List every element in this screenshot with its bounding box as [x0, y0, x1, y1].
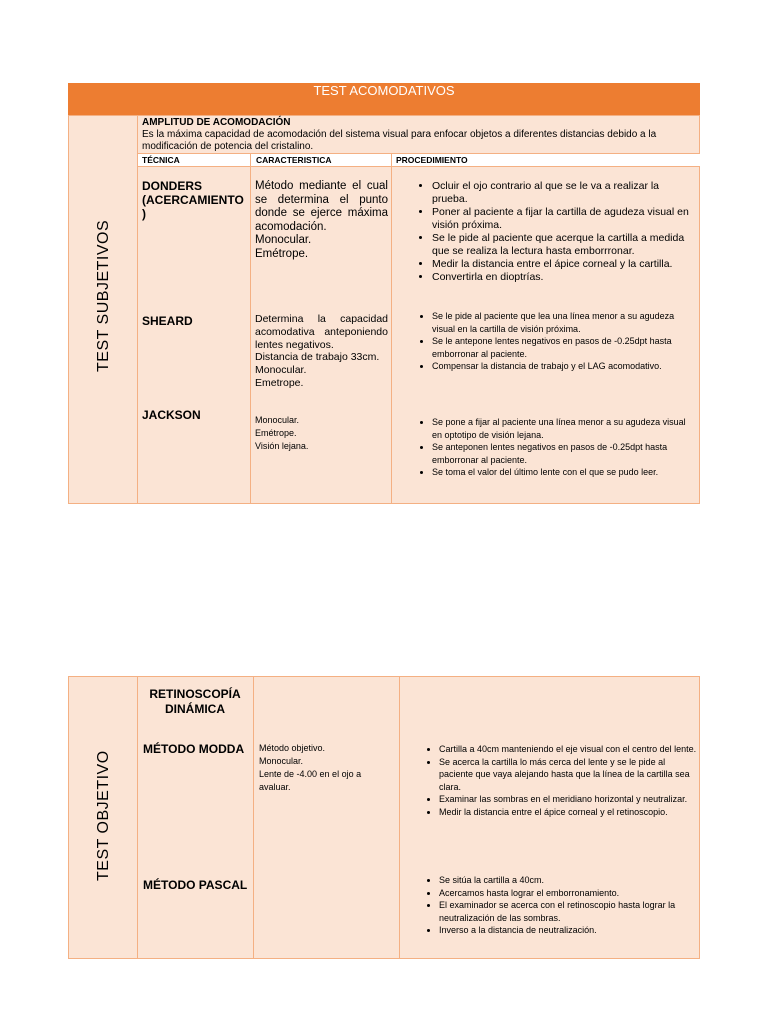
section-title: AMPLITUD DE ACOMODACIÓN: [142, 117, 291, 128]
char-line: Emétrope.: [255, 428, 297, 438]
procedure-step: • Se acerca la cartilla lo más cerca del lente y se le pide al paciente que vaya alejando hasta que la línea de la cartilla sea clara.: [439, 756, 698, 794]
procedure-step: • Cartilla a 40cm manteniendo el eje visual con el centro del lente.: [439, 743, 698, 756]
char-line: Método objetivo.: [259, 743, 326, 753]
procedure-step: • Medir la distancia entre el ápice corneal y el retinoscopio.: [439, 806, 698, 819]
char-line: Emetrope.: [255, 376, 304, 389]
procedure-step: • Ocluir el ojo contrario al que se le va a realizar la prueba.: [432, 180, 696, 206]
column-header-caracteristica: CARACTERISTICA: [256, 155, 332, 165]
char-line: Visión lejana.: [255, 441, 309, 451]
char-line: Monocular.: [255, 234, 312, 246]
divider: [250, 153, 251, 504]
char-line: Emétrope.: [255, 247, 309, 260]
table1-title: TEST ACOMODATIVOS: [313, 83, 455, 98]
procedure-step: • Inverso a la distancia de neutralización.: [439, 924, 698, 937]
column-header-tecnica: TÉCNICA: [142, 155, 180, 165]
procedure-pascal: [411, 874, 698, 937]
char-line: Determina la capacidad acomodativa anteponiendo lentes negativos.: [255, 313, 388, 351]
divider: [391, 153, 392, 504]
char-line: Distancia de trabajo 33cm.: [255, 351, 380, 364]
char-line: Monocular.: [255, 415, 300, 425]
table1-side-label: TEST SUBJETIVOS: [95, 219, 112, 372]
procedure-modda: [411, 743, 698, 818]
procedure-step: • Convertirla en dioptrías.: [432, 271, 696, 284]
section-description: Es la máxima capacidad de acomodación del sistema visual para enfocar objetos a diferentes distancias debido a la modificación de potencia del cristalino.: [142, 129, 657, 152]
technique-sheard: SHEARD: [142, 314, 193, 328]
technique-donders: DONDERS (ACERCAMIENTO ): [142, 179, 244, 221]
procedure-step: • Se le pide al paciente que acerque la cartilla a medida que se realiza la lectura hasta emborrronar.: [432, 232, 696, 258]
table2-side-cell: [68, 676, 138, 959]
procedure-jackson: [404, 416, 696, 479]
technique-modda: MÉTODO MODDA: [143, 742, 245, 756]
column-header-row: [138, 153, 700, 167]
table2-col-characteristic: [253, 676, 400, 959]
procedure-step: • Se toma el valor del último lente con el que se pudo leer.: [432, 466, 696, 479]
table1-header: [68, 83, 700, 115]
procedure-step: • Medir la distancia entre el ápice corneal y la cartilla.: [432, 258, 696, 271]
procedure-step: • Se le pide al paciente que lea una línea menor a su agudeza visual en la cartilla de visión próxima.: [432, 310, 696, 335]
table1-section-heading: [142, 116, 698, 153]
characteristic-sheard: [255, 313, 388, 390]
procedure-donders: [404, 180, 696, 284]
technique-pascal: MÉTODO PASCAL: [143, 878, 248, 892]
procedure-step: • Poner al paciente a fijar la cartilla de agudeza visual en visión próxima.: [432, 206, 696, 232]
column-header-procedimiento: PROCEDIMIENTO: [396, 155, 468, 165]
technique-jackson: JACKSON: [142, 408, 201, 422]
procedure-step: • Se anteponen lentes negativos en pasos de -0.25dpt hasta emborronar al paciente.: [432, 441, 696, 466]
char-line: Monocular.: [259, 756, 304, 766]
characteristic-modda: [259, 742, 395, 794]
procedure-step: • Se sitúa la cartilla a 40cm.: [439, 874, 698, 887]
table1-side-cell: [68, 115, 138, 504]
characteristic-donders: [255, 180, 388, 261]
procedure-step: • Examinar las sombras en el meridiano horizontal y neutralizar.: [439, 793, 698, 806]
procedure-step: • Se le antepone lentes negativos en pasos de -0.25dpt hasta emborronar al paciente.: [432, 335, 696, 360]
characteristic-jackson: [255, 414, 388, 453]
procedure-step: • Se pone a fijar al paciente una línea menor a su agudeza visual en optotipo de visión lejana.: [432, 416, 696, 441]
table2-col-technique: [137, 676, 254, 959]
char-line: Lente de -4.00 en el ojo a avaluar.: [259, 769, 362, 792]
table2-section-title: RETINOSCOPÍA DINÁMICA: [149, 687, 241, 716]
procedure-step: • Compensar la distancia de trabajo y el LAG acomodativo.: [432, 360, 696, 373]
procedure-step: • El examinador se acerca con el retinoscopio hasta lograr la neutralización de las sombras.: [439, 899, 698, 924]
procedure-sheard: [404, 310, 696, 373]
char-line: Monocular.: [255, 364, 307, 377]
table2-side-label: TEST OBJETIVO: [95, 750, 112, 881]
procedure-step: • Acercamos hasta lograr el emborronamiento.: [439, 887, 698, 900]
char-line: Método mediante el cual se determina el punto donde se ejerce máxima acomodación.: [255, 180, 388, 233]
